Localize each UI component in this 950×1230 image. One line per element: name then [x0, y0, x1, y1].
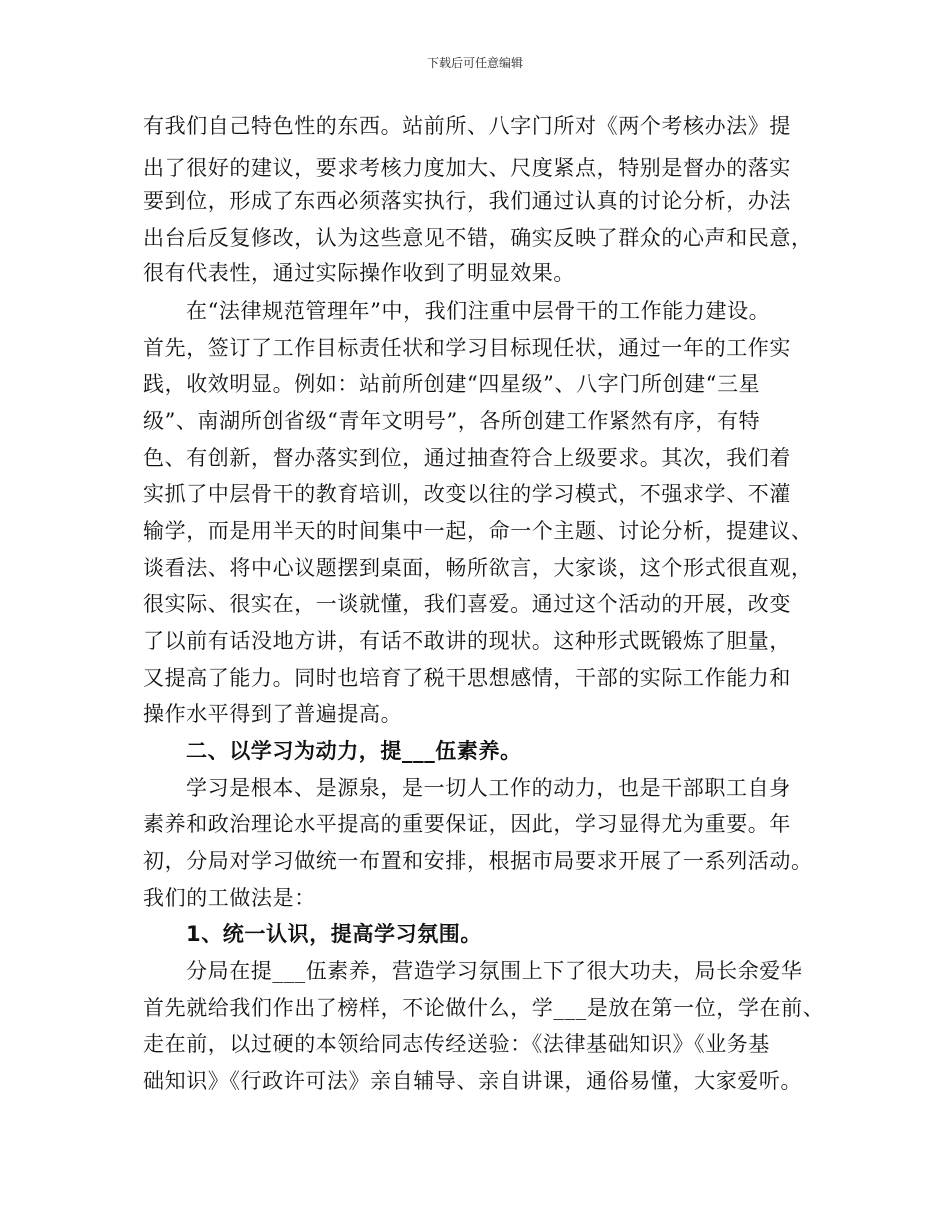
- body-line: 践，收效明显。例如：站前所创建“四星级”、八字门所创建“三星: [143, 372, 761, 396]
- section-heading: 二、以学习为动力，提___伍素养。: [186, 739, 522, 763]
- body-line: 要到位，形成了东西必须落实执行，我们通过认真的讨论分析，办法: [143, 189, 791, 213]
- body-line: 出了很好的建议，要求考核力度加大、尺度紧点，特别是督办的落实: [143, 156, 791, 180]
- body-line: 首先就给我们作出了榜样，不论做什么，学___是放在第一位，学在前、: [143, 996, 825, 1020]
- body-line: 学习是根本、是源泉，是一切人工作的动力，也是干部职工自身: [186, 776, 791, 800]
- body-line: 分局在提___伍素养，营造学习氛围上下了很大功夫，局长余爱华: [186, 959, 803, 983]
- body-line: 操作水平得到了普遍提高。: [143, 702, 403, 726]
- body-line: 色、有创新，督办落实到位，通过抽查符合上级要求。其次，我们着: [143, 446, 791, 470]
- body-line: 有我们自己特色性的东西。站前所、八字门所对《两个考核办法》提: [143, 114, 791, 138]
- body-line: 又提高了能力。同时也培育了税干思想感情，干部的实际工作能力和: [143, 666, 791, 690]
- body-line: 础知识》《行政许可法》亲自辅导、亲自讲课，通俗易懂，大家爱听。: [143, 1069, 803, 1093]
- body-line: 很实际、很实在，一谈就懂，我们喜爱。通过这个活动的开展，改变: [143, 592, 791, 616]
- body-line: 出台后反复修改，认为这些意见不错，确实反映了群众的心声和民意，: [143, 226, 813, 250]
- body-line: 首先，签订了工作目标责任状和学习目标现任状，通过一年的工作实: [143, 336, 791, 360]
- body-line: 了以前有话没地方讲，有话不敢讲的现状。这种形式既锻炼了胆量，: [143, 629, 791, 653]
- body-line: 级”、南湖所创省级“青年文明号”，各所创建工作紧然有序，有特: [143, 409, 761, 433]
- page-header: 下载后可任意编辑: [426, 56, 523, 70]
- body-line: 我们的工做法是：: [143, 886, 316, 910]
- body-line: 走在前，以过硬的本领给同志传经送验：《法律基础知识》《业务基: [143, 1032, 770, 1056]
- body-line: 素养和政治理论水平提高的重要保证，因此，学习显得尤为重要。年: [143, 812, 791, 836]
- body-line: 在“法律规范管理年”中，我们注重中层骨干的工作能力建设。: [186, 299, 771, 323]
- body-line: 谈看法、将中心议题摆到桌面，畅所欲言，大家谈，这个形式很直观，: [143, 556, 813, 580]
- body-line: 初，分局对学习做统一布置和安排，根据市局要求开展了一系列活动。: [143, 849, 813, 873]
- body-line: 输学，而是用半天的时间集中一起，命一个主题、讨论分析，提建议、: [143, 519, 813, 543]
- body-line: 很有代表性，通过实际操作收到了明显效果。: [143, 261, 575, 285]
- body-line: 实抓了中层骨干的教育培训，改变以往的学习模式，不强求学、不灌: [143, 482, 791, 506]
- subsection-heading: 1、统一认识，提高学习氛围。: [186, 922, 483, 946]
